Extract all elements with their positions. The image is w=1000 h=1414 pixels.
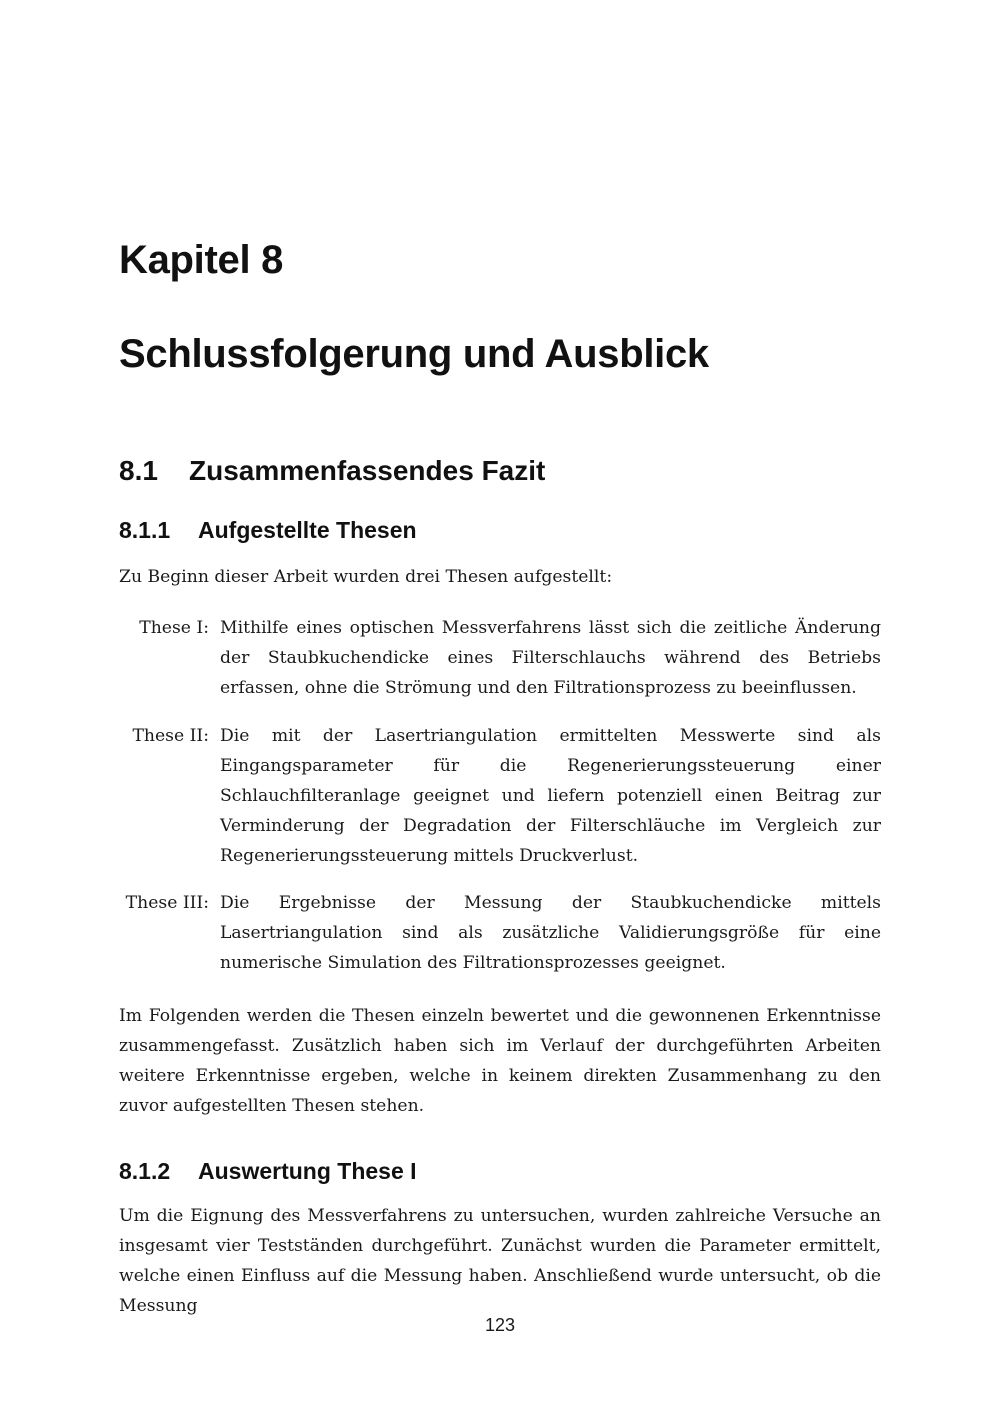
subsection-number: 8.1.2 (119, 1158, 171, 1184)
subsection-title: Aufgestellte Thesen (198, 517, 417, 543)
chapter-title: Schlussfolgerung und Ausblick (119, 332, 709, 376)
thesis-text: Die Ergebnisse der Messung der Staubkuchendicke mittels Lasertriangulation sind als zusätzliche Validierungsgröße für eine numerische Simulation des Filtrationsprozesses geeignet. (220, 893, 881, 973)
subsection-title: Auswertung These I (198, 1158, 417, 1184)
chapter-label: Kapitel 8 (119, 238, 284, 282)
thesis-label: These II: (132, 726, 209, 746)
document-page (119, 0, 881, 1414)
thesis-text: Mithilfe eines optischen Messverfahrens lässt sich die zeitliche Änderung der Staubkuchendicke eines Filterschlauchs während des Betriebs erfassen, ohne die Strömung und den Filtrationsprozess zu beeinflussen. (220, 618, 881, 698)
page-number: 123 (484, 1315, 516, 1335)
section-heading-8-1 (119, 454, 545, 488)
subsection-heading-8-1-2 (119, 1156, 417, 1186)
subsection-heading-8-1-1 (119, 515, 417, 545)
section-number: 8.1 (119, 455, 158, 486)
body-paragraph: Um die Eignung des Messverfahrens zu untersuchen, wurden zahlreiche Versuche an insgesamt vier Testständen durchgeführt. Zunächst wurden die Parameter ermittelt, welche einen Einfluss auf die Messung haben. Anschließend wurde untersucht, ob die Messung (119, 1206, 881, 1316)
subsection-number: 8.1.1 (119, 517, 171, 543)
intro-paragraph: Zu Beginn dieser Arbeit wurden drei Thesen aufgestellt: (119, 567, 613, 587)
thesis-text: Die mit der Lasertriangulation ermittelten Messwerte sind als Eingangsparameter für die Regenerierungssteuerung einer Schlauchfilteranlage geeignet und liefern potenziell einen Beitrag zur Verminderung der Degradation der Filterschläuche im Vergleich zur Regenerierungssteuerung mittels Druckverlust. (220, 726, 881, 866)
body-paragraph: Im Folgenden werden die Thesen einzeln bewertet und die gewonnenen Erkenntnisse zusammengefasst. Zusätzlich haben sich im Verlauf der durchgeführten Arbeiten weitere Erkenntnisse ergeben, welche in keinem direkten Zusammenhang zu den zuvor aufgestellten Thesen stehen. (119, 1006, 881, 1116)
thesis-label: These I: (139, 618, 209, 638)
section-title: Zusammenfassendes Fazit (189, 455, 546, 486)
thesis-label: These III: (125, 893, 209, 913)
